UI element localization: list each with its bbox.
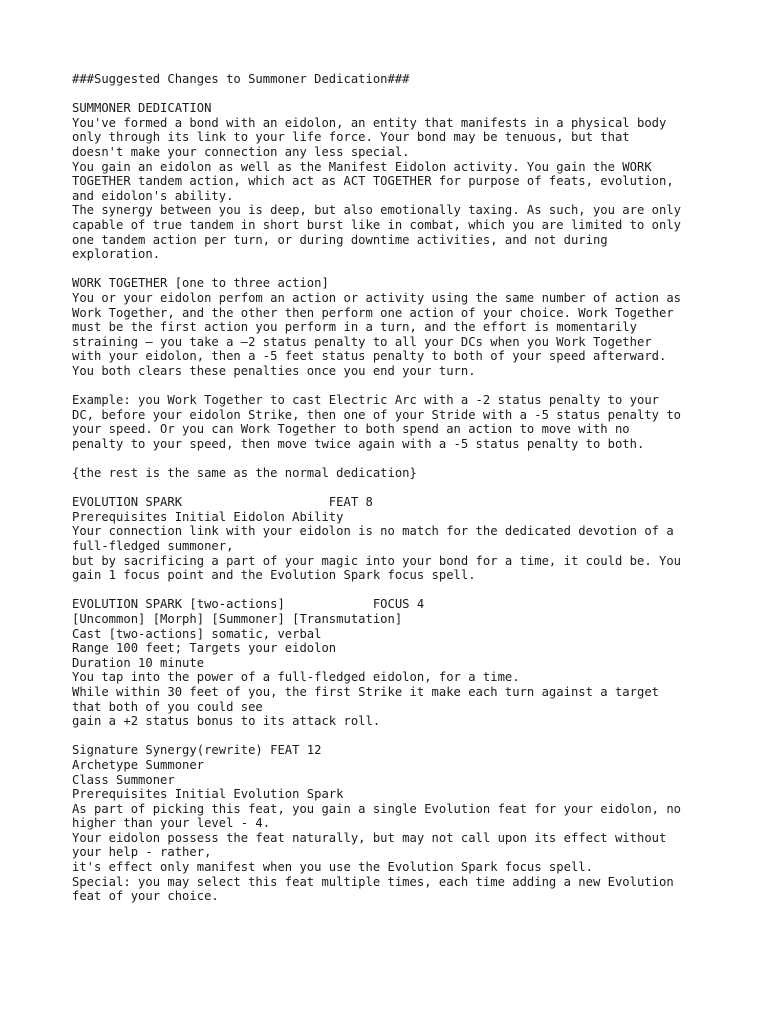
paragraph-line: Prerequisites Initial Eidolon Ability [72,509,344,524]
section-signature-synergy [72,743,712,904]
spacer [72,583,712,598]
document-page [72,72,712,904]
paragraph-line: You tap into the power of a full-fledged eidolon, for a time. [72,670,520,685]
paragraph-line: Duration 10 minute [72,655,205,670]
spacer [72,262,712,277]
paragraph-line: Cast [two-actions] somatic, verbal [72,626,322,641]
section-evolution-spark-feat [72,495,712,583]
paragraph-line: one tandem action per turn, or during downtime activities, and not during [72,232,608,247]
section-summoner-dedication [72,101,712,262]
paragraph-line: that both of you could see [72,699,263,714]
section-heading: Signature Synergy(rewrite) FEAT 12 [72,743,322,758]
paragraph-line: straining — you take a –2 status penalty to all your DCs when you Work Together [72,334,652,349]
paragraph-line: TOGETHER tandem action, which act as ACT TOGETHER for purpose of feats, evolution, [72,174,674,189]
section-heading: EVOLUTION SPARK [two-actions] FOCUS 4 [72,597,425,612]
section-heading: EVOLUTION SPARK FEAT 8 [72,495,373,510]
paragraph-line: The synergy between you is deep, but also emotionally taxing. As such, you are only [72,203,682,218]
paragraph-line: Your eidolon possess the feat naturally, but may not call upon its effect without [72,830,667,845]
paragraph-line: DC, before your eidolon Strike, then one of your Stride with a -5 status penalty to [72,407,682,422]
paragraph-line: but by sacrificing a part of your magic into your bond for a time, it could be. You [72,553,682,568]
paragraph-line: You or your eidolon perfom an action or activity using the same number of action as [72,290,682,305]
section-evolution-spark-spell [72,597,712,728]
paragraph-line: Prerequisites Initial Evolution Spark [72,787,344,802]
paragraph-line: penalty to your speed, then move twice again with a -5 status penalty to both. [72,436,645,451]
section-heading: SUMMONER DEDICATION [72,101,212,116]
paragraph-line: You've formed a bond with an eidolon, an entity that manifests in a physical body [72,115,667,130]
paragraph-line: You gain an eidolon as well as the Manifest Eidolon activity. You gain the WORK [72,159,652,174]
paragraph-line: full-fledged summoner, [72,539,234,553]
paragraph-line: feat of your choice. [72,889,219,904]
spacer [72,729,712,744]
paragraph-line: Your connection link with your eidolon is no match for the dedicated devotion of a [72,524,674,539]
paragraph-line: with your eidolon, then a -5 feet status penalty to both of your speed afterward. [72,349,667,364]
section-heading: WORK TOGETHER [one to three action] [72,276,329,291]
paragraph-line: While within 30 feet of you, the first Strike it make each turn against a target [72,684,659,699]
paragraph-line: doesn't make your connection any less special. [72,144,410,159]
paragraph-line: gain a +2 status bonus to its attack roll. [72,714,381,729]
spacer [72,378,712,393]
paragraph-line: As part of picking this feat, you gain a single Evolution feat for your eidolon, no [72,801,682,816]
paragraph-line: exploration. [72,247,161,262]
paragraph-line: Special: you may select this feat multiple times, each time adding a new Evolution [72,874,674,889]
paragraph-line: [Uncommon] [Morph] [Summoner] [Transmutation] [72,611,403,626]
spacer [72,481,712,496]
section-work-together [72,276,712,378]
paragraph-line: Example: you Work Together to cast Electric Arc with a -2 status penalty to your [72,393,659,408]
paragraph-line: capable of true tandem in short burst like in combat, which you are limited to only [72,217,682,232]
spacer [72,87,712,102]
paragraph-line: only through its link to your life force. Your bond may be tenuous, but that [72,130,630,145]
paragraph-line: Class Summoner [72,772,175,787]
paragraph-line: your help - rather, [72,845,212,860]
paragraph-line: your speed. Or you can Work Together to both spend an action to move with no [72,422,630,437]
paragraph-line: gain 1 focus point and the Evolution Spark focus spell. [72,568,476,583]
paragraph-line: higher than your level - 4. [72,816,271,831]
paragraph-line: and eidolon's ability. [72,188,234,203]
paragraph-line: Archetype Summoner [72,757,205,772]
paragraph-line: it's effect only manifest when you use the Evolution Spark focus spell. [72,860,593,875]
paragraph-line: Range 100 feet; Targets your eidolon [72,641,337,656]
paragraph-line: You both clears these penalties once you end your turn. [72,363,476,378]
document-title: ###Suggested Changes to Summoner Dedication### [72,72,410,86]
paragraph-line: must be the first action you perform in a turn, and the effort is momentarily [72,320,637,335]
paragraph-line: Work Together, and the other then perform one action of your choice. Work Together [72,305,674,320]
section-example [72,393,712,451]
rest-note: {the rest is the same as the normal dedication} [72,466,417,481]
spacer [72,451,712,466]
